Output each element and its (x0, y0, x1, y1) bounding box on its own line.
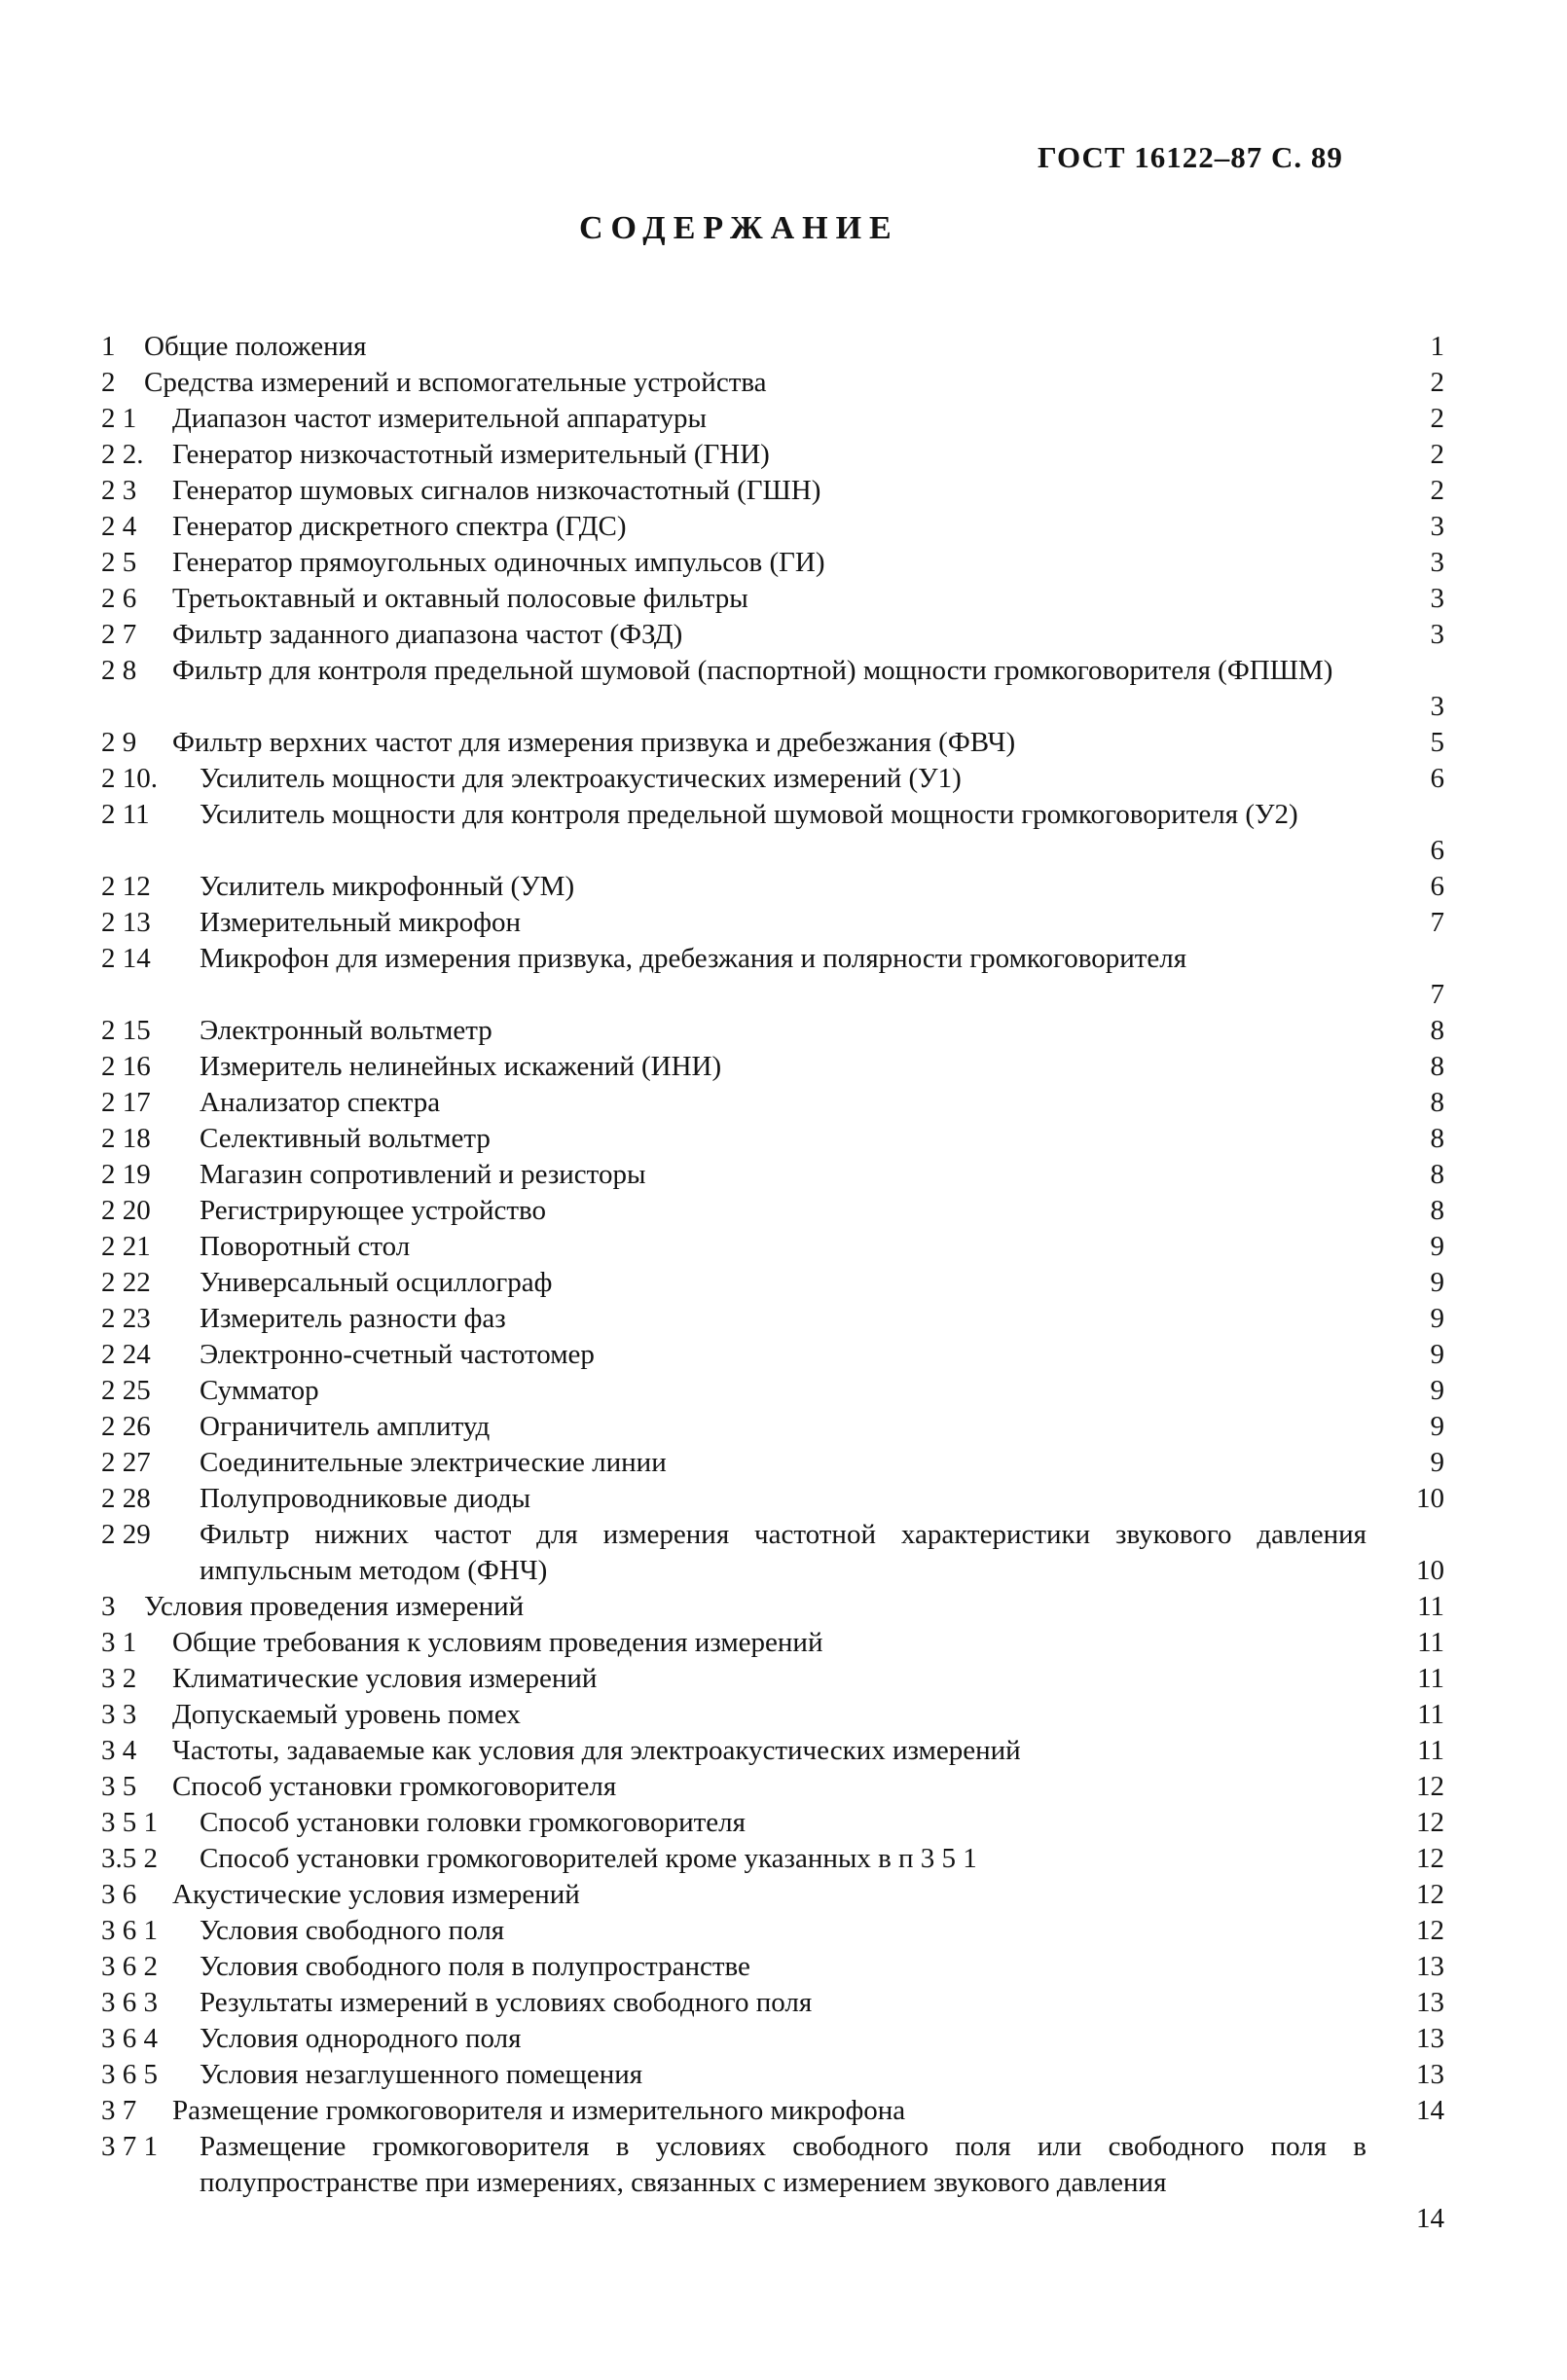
toc-entry-title: Усилитель микрофонный (УМ) (200, 871, 575, 902)
toc-entry-number: 3 5 1 (101, 1807, 158, 1838)
toc-entry-number: 2 22 (101, 1267, 151, 1298)
toc-entry-number: 2 14 (101, 943, 151, 974)
toc-entry-title: Условия однородного поля (200, 2023, 522, 2054)
toc-entry-number: 3 6 3 (101, 1987, 158, 2018)
toc-entry-title: Третьоктавный и октавный полосовые фильтры (172, 583, 748, 614)
toc-entry-page: 7 (1430, 907, 1444, 938)
toc-entry-number: 3 7 (101, 2095, 137, 2126)
toc-entry-number: 2 7 (101, 619, 137, 650)
toc-entry (101, 1733, 1444, 1769)
toc-entry-title: Микрофон для измерения призвука, дребезжания и полярности громкоговорителя (200, 943, 1187, 974)
toc-entry (101, 1013, 1444, 1049)
toc-entry-title: Фильтр верхних частот для измерения призвука и дребезжания (ФВЧ) (172, 727, 1016, 758)
toc-entry-number: 3 6 4 (101, 2023, 158, 2054)
toc-entry-title: Климатические условия измерений (172, 1663, 598, 1694)
toc-entry-page: 9 (1430, 1447, 1444, 1478)
toc-entry-number: 3 1 (101, 1627, 137, 1658)
toc-entry-page: 14 (1416, 2203, 1444, 2234)
toc-entry (101, 2093, 1444, 2129)
toc-entry-title: Генератор низкочастотный измерительный (ГНИ) (172, 439, 770, 470)
toc-entry-number: 3 7 1 (101, 2131, 158, 2162)
toc-entry-title: Условия свободного поля (200, 1915, 505, 1946)
toc-entry-title: Результаты измерений в условиях свободного поля (200, 1987, 813, 2018)
toc-entry-page: 12 (1416, 1807, 1444, 1838)
toc-entry (101, 1589, 1444, 1625)
toc-entry-number: 2 (101, 367, 116, 398)
toc-entry-title: Соединительные электрические линии (200, 1447, 667, 1478)
toc-entry-page: 8 (1430, 1123, 1444, 1154)
toc-entry (101, 1481, 1444, 1517)
toc-entry-title: Сумматор (200, 1375, 319, 1406)
toc-entry (101, 1769, 1444, 1805)
toc-entry-title: Магазин сопротивлений и резисторы (200, 1159, 646, 1190)
toc-entry-title: Ограничитель амплитуд (200, 1411, 491, 1442)
toc-entry (101, 1985, 1444, 2021)
toc-entry-number: 1 (101, 331, 116, 362)
toc-entry-page: 11 (1417, 1627, 1444, 1658)
page-title: СОДЕРЖАНИЕ (579, 210, 899, 246)
toc-entry-number: 3 6 2 (101, 1951, 158, 1982)
toc-entry-title: Электронно-счетный частотомер (200, 1339, 595, 1370)
toc-entry-page: 9 (1430, 1231, 1444, 1262)
toc-entry (101, 1805, 1444, 1841)
toc-entry-page: 6 (1430, 835, 1444, 866)
toc-entry-number: 3 6 5 (101, 2059, 158, 2090)
toc-entry-page: 12 (1416, 1915, 1444, 1946)
toc-entry (101, 653, 1444, 725)
toc-entry (101, 509, 1444, 545)
toc-entry-page: 6 (1430, 763, 1444, 794)
toc-entry-number: 2 25 (101, 1375, 151, 1406)
toc-entry-page: 8 (1430, 1051, 1444, 1082)
toc-entry-title: Условия незаглушенного помещения (200, 2059, 643, 2090)
toc-entry-title: Полупроводниковые диоды (200, 1483, 531, 1514)
toc-entry-number: 2 6 (101, 583, 137, 614)
toc-entry (101, 869, 1444, 905)
toc-entry-title: Селективный вольтметр (200, 1123, 491, 1154)
toc-entry-number: 3 2 (101, 1663, 137, 1694)
toc-entry-number: 2 27 (101, 1447, 151, 1478)
toc-entry-title: Общие положения (144, 331, 367, 362)
toc-entry (101, 2057, 1444, 2093)
toc-entry-title: Генератор дискретного спектра (ГДС) (172, 511, 627, 542)
toc-entry-title: Условия проведения измерений (144, 1591, 525, 1622)
toc-entry-number: 2 2. (101, 439, 144, 470)
toc-entry-page: 13 (1416, 1951, 1444, 1982)
toc-entry-page: 11 (1417, 1591, 1444, 1622)
toc-entry-page: 12 (1416, 1879, 1444, 1910)
toc-entry-page: 3 (1430, 547, 1444, 578)
toc-entry (101, 545, 1444, 581)
toc-entry-title: Способ установки громкоговорителей кроме указанных в п 3 5 1 (200, 1843, 977, 1874)
toc-entry-page: 13 (1416, 2059, 1444, 2090)
toc-entry (101, 1913, 1444, 1949)
toc-entry-title: Частоты, задаваемые как условия для электроакустических измерений (172, 1735, 1021, 1766)
toc-entry (101, 437, 1444, 473)
toc-entry-page: 13 (1416, 2023, 1444, 2054)
toc-entry-title: Условия свободного поля в полупространстве (200, 1951, 750, 1982)
toc-entry-title: Общие требования к условиям проведения измерений (172, 1627, 823, 1658)
toc-entry-page: 10 (1416, 1483, 1444, 1514)
toc-entry (101, 581, 1444, 617)
toc-entry-page: 2 (1430, 475, 1444, 506)
toc-entry-number: 2 13 (101, 907, 151, 938)
toc-entry-page: 2 (1430, 403, 1444, 434)
toc-entry (101, 401, 1444, 437)
toc-entry-number: 3 (101, 1591, 116, 1622)
toc-entry (101, 1949, 1444, 1985)
toc-entry-title: Измеритель нелинейных искажений (ИНИ) (200, 1051, 722, 1082)
toc-entry-page: 3 (1430, 583, 1444, 614)
toc-entry (101, 1373, 1444, 1409)
toc-entry (101, 1265, 1444, 1301)
toc-entry (101, 2021, 1444, 2057)
toc-entry-page: 11 (1417, 1663, 1444, 1694)
toc-entry-title: Фильтр нижних частот для измерения частотной характеристики звукового давления импульсным методом (ФНЧ) (200, 1519, 1367, 1586)
toc-entry (101, 1301, 1444, 1337)
toc-entry-title: Фильтр для контроля предельной шумовой (паспортной) мощности громкоговорителя (ФПШМ) (172, 655, 1333, 686)
toc-entry-page: 3 (1430, 511, 1444, 542)
toc-entry-page: 9 (1430, 1339, 1444, 1370)
toc-entry-title: Допускаемый уровень помех (172, 1699, 521, 1730)
toc-entry-number: 2 23 (101, 1303, 151, 1334)
toc-entry-title: Способ установки громкоговорителя (172, 1771, 617, 1802)
toc-entry-page: 5 (1430, 727, 1444, 758)
toc-entry-number: 2 19 (101, 1159, 151, 1190)
toc-entry (101, 1877, 1444, 1913)
toc-entry-title: Поворотный стол (200, 1231, 411, 1262)
toc-entry-title: Усилитель мощности для электроакустических измерений (У1) (200, 763, 962, 794)
toc-entry-number: 3 6 1 (101, 1915, 158, 1946)
toc-entry (101, 1661, 1444, 1697)
toc-entry-number: 2 11 (101, 799, 150, 830)
toc-entry-page: 7 (1430, 979, 1444, 1010)
toc-entry-number: 2 29 (101, 1519, 151, 1550)
toc-entry-page: 11 (1417, 1735, 1444, 1766)
toc-entry-number: 2 4 (101, 511, 137, 542)
toc-entry-number: 3.5 2 (101, 1843, 158, 1874)
toc-entry (101, 905, 1444, 941)
toc-entry-number: 2 18 (101, 1123, 151, 1154)
toc-entry-number: 2 20 (101, 1195, 151, 1226)
toc-entry-page: 8 (1430, 1087, 1444, 1118)
toc-entry (101, 617, 1444, 653)
toc-entry-title: Средства измерений и вспомогательные устройства (144, 367, 767, 398)
toc-entry (101, 1409, 1444, 1445)
toc-entry-number: 2 24 (101, 1339, 151, 1370)
toc-entry-title: Акустические условия измерений (172, 1879, 580, 1910)
toc-entry (101, 1193, 1444, 1229)
toc-entry-number: 3 5 (101, 1771, 137, 1802)
toc-entry-page: 2 (1430, 367, 1444, 398)
toc-entry-page: 14 (1416, 2095, 1444, 2126)
toc-entry-page: 8 (1430, 1195, 1444, 1226)
toc-entry-page: 9 (1430, 1267, 1444, 1298)
toc-entry-page: 3 (1430, 619, 1444, 650)
toc-entry-title: Анализатор спектра (200, 1087, 441, 1118)
toc-entry-number: 2 26 (101, 1411, 151, 1442)
toc-entry-title: Способ установки головки громкоговорителя (200, 1807, 746, 1838)
toc-entry (101, 797, 1444, 869)
toc-entry-number: 2 16 (101, 1051, 151, 1082)
toc-entry-number: 3 4 (101, 1735, 137, 1766)
toc-entry-title: Электронный вольтметр (200, 1015, 492, 1046)
toc-entry-title: Фильтр заданного диапазона частот (ФЗД) (172, 619, 683, 650)
toc-entry-page: 2 (1430, 439, 1444, 470)
toc-entry (101, 473, 1444, 509)
toc-entry-page: 3 (1430, 691, 1444, 722)
toc-entry-page: 13 (1416, 1987, 1444, 2018)
toc-entry-number: 2 10. (101, 763, 158, 794)
toc-entry-number: 2 12 (101, 871, 151, 902)
toc-entry-number: 3 6 (101, 1879, 137, 1910)
toc-entry-page: 9 (1430, 1411, 1444, 1442)
toc-entry-title: Универсальный осциллограф (200, 1267, 553, 1298)
toc-entry (101, 1841, 1444, 1877)
toc-entry (101, 1049, 1444, 1085)
toc-entry (101, 761, 1444, 797)
toc-entry (101, 1121, 1444, 1157)
toc-entry-number: 2 21 (101, 1231, 151, 1262)
toc-entry-title: Усилитель мощности для контроля предельной шумовой мощности громкоговорителя (У2) (200, 799, 1298, 830)
toc-entry (101, 329, 1444, 365)
toc-entry-title: Генератор шумовых сигналов низкочастотный (ГШН) (172, 475, 821, 506)
toc-entry (101, 1337, 1444, 1373)
toc-entry-page: 12 (1416, 1843, 1444, 1874)
toc-entry-title: Размещение громкоговорителя и измерительного микрофона (172, 2095, 906, 2126)
toc-entry-title: Регистрирующее устройство (200, 1195, 547, 1226)
toc-entry (101, 1697, 1444, 1733)
toc-entry-number: 2 1 (101, 403, 137, 434)
toc-entry-page: 10 (1416, 1555, 1444, 1586)
toc-entry-title: Измерительный микрофон (200, 907, 522, 938)
toc-entry-page: 8 (1430, 1015, 1444, 1046)
toc-entry-number: 2 3 (101, 475, 137, 506)
toc-entry-number: 2 5 (101, 547, 137, 578)
toc-entry-page: 9 (1430, 1375, 1444, 1406)
toc-entry-page: 9 (1430, 1303, 1444, 1334)
toc-entry (101, 1157, 1444, 1193)
toc-entry (101, 1517, 1444, 1589)
toc-entry-page: 12 (1416, 1771, 1444, 1802)
toc-entry (101, 1229, 1444, 1265)
toc-entry-page: 6 (1430, 871, 1444, 902)
toc-entry (101, 941, 1444, 1013)
toc-entry-number: 2 15 (101, 1015, 151, 1046)
toc-entry-page: 8 (1430, 1159, 1444, 1190)
toc-entry (101, 1445, 1444, 1481)
toc-entry (101, 725, 1444, 761)
toc-entry-title: Генератор прямоугольных одиночных импульсов (ГИ) (172, 547, 825, 578)
toc-entry-number: 2 8 (101, 655, 137, 686)
toc-entry-number: 3 3 (101, 1699, 137, 1730)
toc-entry (101, 1625, 1444, 1661)
toc-entry-page: 11 (1417, 1699, 1444, 1730)
toc-entry-page: 1 (1430, 331, 1444, 362)
toc-entry-title: Диапазон частот измерительной аппаратуры (172, 403, 708, 434)
toc-entry-number: 2 17 (101, 1087, 151, 1118)
toc-entry (101, 2129, 1444, 2237)
toc-entry (101, 1085, 1444, 1121)
toc-entry-title: Размещение громкоговорителя в условиях свободного поля или свободного поля в полупространстве при измерениях, связанных с измерением звукового давления (200, 2131, 1367, 2198)
toc-entry-number: 2 28 (101, 1483, 151, 1514)
toc-entry-number: 2 9 (101, 727, 137, 758)
page-header: ГОСТ 16122–87 С. 89 (1038, 140, 1343, 174)
toc-entry-title: Измеритель разности фаз (200, 1303, 506, 1334)
toc-entry (101, 365, 1444, 401)
